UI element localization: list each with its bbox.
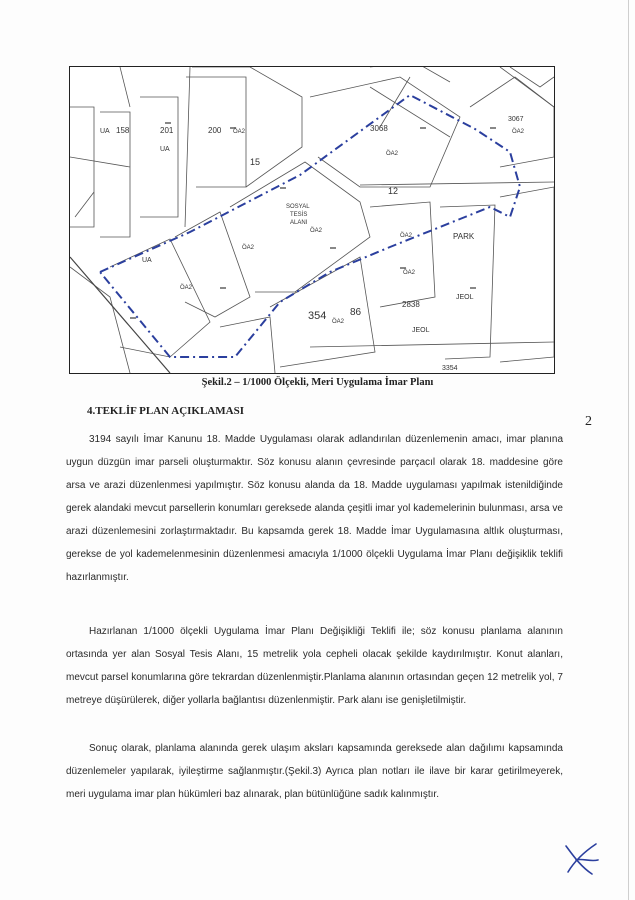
parcel-outline [70, 267, 130, 373]
parcel-label: ÖA2 [310, 228, 323, 234]
parcel-label: UA [160, 146, 170, 153]
road-edge [120, 67, 130, 107]
parcel-label: 86 [350, 307, 362, 318]
page-edge [628, 0, 629, 900]
parcel-label: 200 [208, 126, 222, 135]
parcel-label: ALANI [290, 220, 308, 226]
parcel-label: 158 [116, 126, 130, 135]
parcel-outline [110, 239, 210, 357]
parcel-tick [470, 287, 476, 289]
parcel-label: JEOL [412, 327, 430, 334]
section-title: 4.TEKLİF PLAN AÇIKLAMASI [87, 405, 244, 417]
parcel-outline [370, 67, 450, 82]
parcel-outline [230, 162, 370, 292]
parcel-label: UA [142, 257, 152, 264]
parcel-label: ÖA2 [233, 129, 246, 135]
parcel-label: JEOL [456, 294, 474, 301]
parcel-label: ÖA2 [403, 270, 416, 276]
road-edge [75, 192, 94, 217]
parcel-label: ÖA2 [400, 233, 413, 239]
parcel-label: 3068 [370, 124, 388, 133]
parcel-tick [130, 317, 136, 319]
figure-caption: Şekil.2 – 1/1000 Ölçekli, Meri Uygulama İmar Planı [201, 377, 434, 388]
road-edge [360, 182, 554, 185]
parcel-outline [510, 67, 554, 87]
parcel-label: 3067 [508, 116, 524, 123]
parcel-outline [70, 107, 94, 227]
road-edge [380, 77, 410, 127]
parcel-label: 2838 [402, 300, 420, 309]
road-edge [70, 157, 130, 167]
road-edge [185, 67, 190, 227]
zoning-plan-map [69, 66, 555, 374]
road-edge [500, 67, 554, 107]
parcel-outline [140, 97, 178, 217]
signature-mark [562, 840, 602, 878]
parcel-label: UA [100, 128, 110, 135]
parcel-outline [370, 202, 435, 307]
parcel-outline [175, 212, 250, 317]
page-number: 2 [585, 414, 592, 429]
zoning-plan-drawing [70, 67, 554, 373]
parcel-tick [420, 127, 426, 129]
parcel-label: 354 [308, 310, 327, 322]
parcel-tick [400, 267, 406, 269]
paragraph: Hazırlanan 1/1000 ölçekli Uygulama İmar Planı Değişikliği Teklifi ile; söz konusu planlama alanının ortasında yer alan Sosyal Tesis Alanı, 15 metrelik yola cepheli olacak şekilde kaydırılmıştır. Konut alanları, mevcut parsel konumlarına göre tekrardan düzenlenmiştir.Planlama alanının ortasından geçen 12 metrelik yol, 7 metreye düşürülerek, diğer yollarla bağlantısı düzenlenmiştir. Park alanı ise genişletilmiştir. [66, 626, 563, 706]
parcel-label: 201 [160, 126, 174, 135]
parcel-outline [500, 187, 554, 362]
parcel-tick [330, 247, 336, 249]
road-edge [310, 342, 554, 347]
parcel-tick [165, 122, 171, 124]
road-width-label: 15 [250, 157, 261, 167]
parcel-label: ÖA2 [180, 285, 193, 291]
parcel-label: ÖA2 [332, 319, 345, 325]
parcel-tick [490, 127, 496, 129]
parcel-label: TESİS [290, 212, 308, 218]
parcel-label: SOSYAL [286, 204, 310, 210]
parcel-label: ÖA2 [386, 151, 399, 157]
parcel-label: ÖA2 [512, 129, 525, 135]
paragraph: 3194 sayılı İmar Kanunu 18. Madde Uygulaması olarak adlandırılan düzenlemenin amacı, imar planına uygun düzgün imar parseli oluşturmaktır. Söz konusu alanın çevresinde parçacıl olarak 18. maddesine göre arsa ve arazi düzenlenmesi yapılmıştır. Söz konusu alanda da 18. Madde uygulaması yapılmak istenildiğinde gerek alandaki mevcut parsellerin konumları gereksede alanda çeşitli imar yol kademelerinin bulunması, arsa ve arazi düzenlemesini zorlaştırmaktadır. Bu kapsamda gerek 18. Madde İmar Uygulamasına altlık oluşturması, gerekse de yol kademelenmesinin düzenlenmesi amacıyla 1/1000 ölçekli Uygulama İmar Planı değişiklik teklifi hazırlanmıştır. [66, 434, 563, 583]
park-label: PARK [453, 232, 475, 241]
road-edge [70, 257, 170, 373]
parcel-outline [440, 205, 495, 359]
parcel-tick [220, 287, 226, 289]
parcel-label: ÖA2 [242, 245, 255, 251]
paragraph: Sonuç olarak, planlama alanında gerek ulaşım aksları kapsamında gereksede alan dağılımı kapsamında düzenlemeler yapılarak, iyileştirme sağlanmıştır.(Şekil.3) Ayrıca plan notları ile ilave bir karar getirilmeyerek, meri uygulama imar plan hükümleri baz alınarak, plan bütünlüğüne sadık kalınmıştır. [66, 743, 563, 800]
road-width-label: 12 [388, 186, 399, 196]
parcel-tick [280, 187, 286, 189]
parcel-label: 3354 [442, 365, 458, 372]
parcel-outline [220, 317, 275, 373]
